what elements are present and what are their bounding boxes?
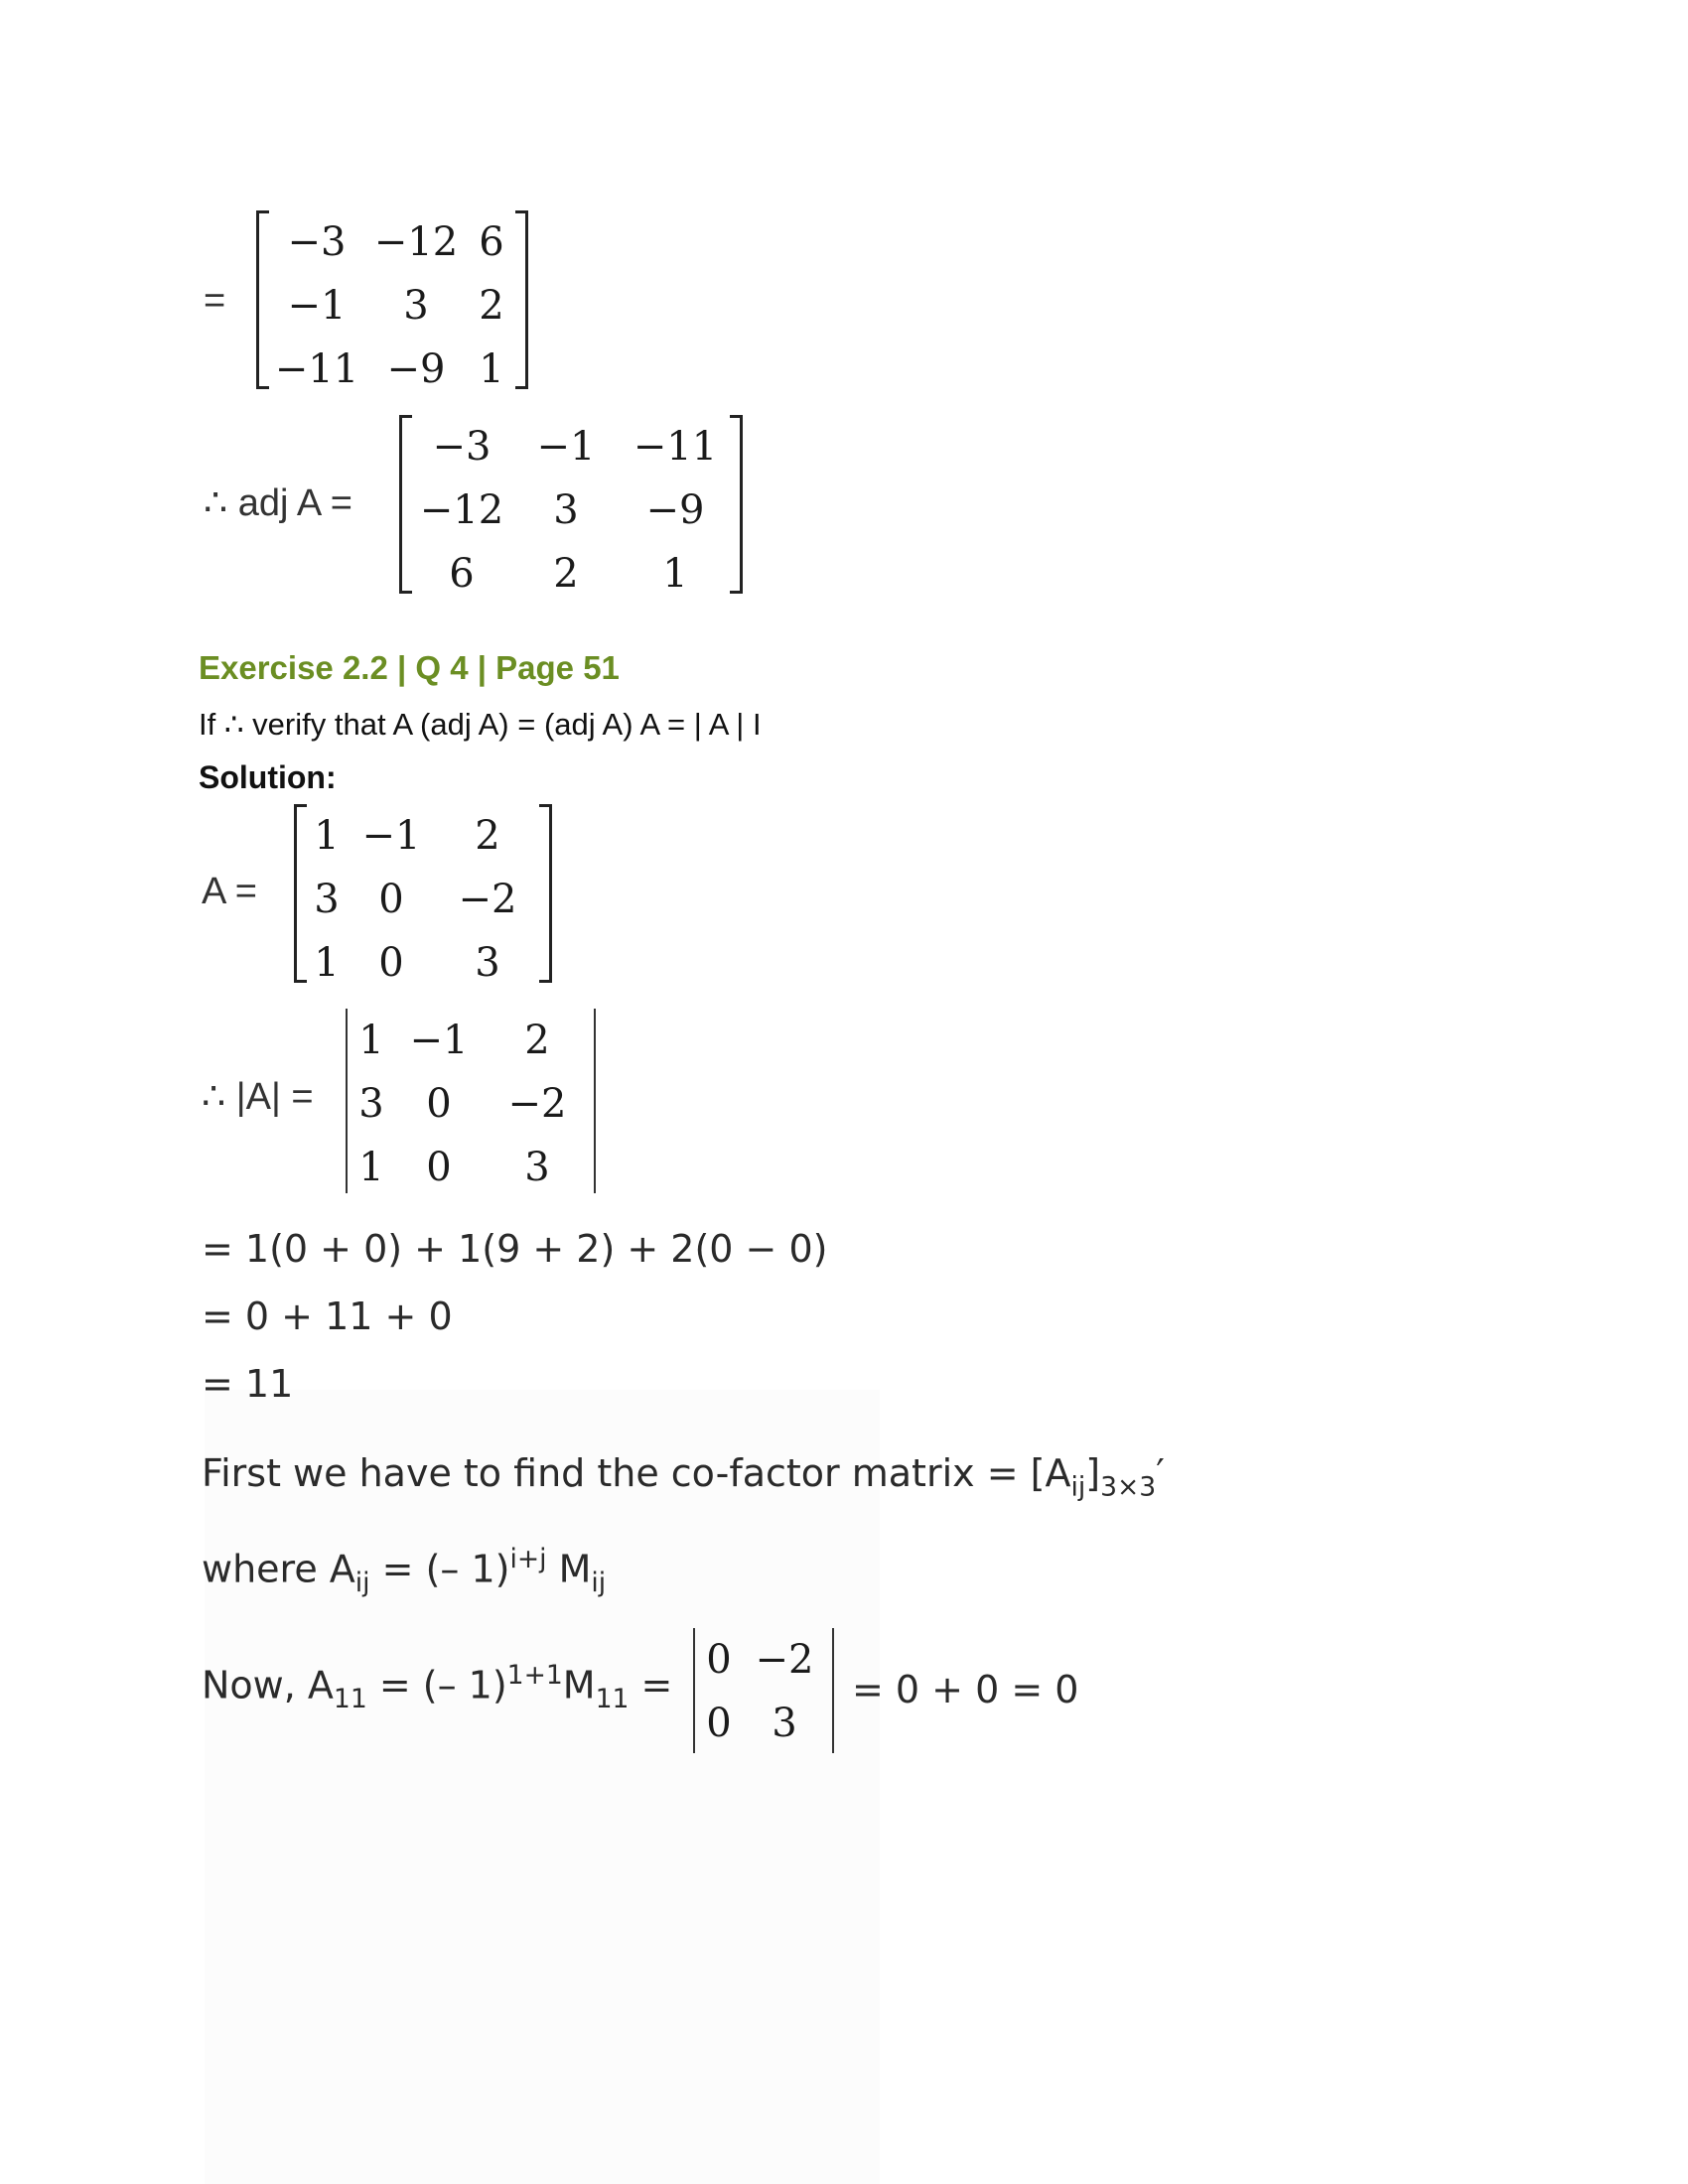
calc-step-3: = 11 [202, 1362, 294, 1406]
matrix-cell: 1 [314, 813, 340, 859]
matrix-cell: −12 [419, 487, 504, 533]
cofactor-result: = 0 + 0 = 0 [852, 1668, 1079, 1711]
matrix-cell: 0 [426, 1145, 452, 1190]
matrix-a [294, 804, 552, 986]
matrix-cell: 0 [378, 877, 404, 922]
subscript-ij: ij [354, 1567, 370, 1598]
right-bracket [539, 804, 552, 983]
subscript-11: 11 [333, 1683, 367, 1714]
matrix-cell: 6 [479, 219, 504, 265]
matrix-cell: 1 [479, 346, 504, 392]
close-bracket: ] [1085, 1451, 1101, 1495]
matrix-cell: −1 [409, 1018, 469, 1063]
minor-m: M [562, 1663, 596, 1707]
matrix-cell: 3 [403, 283, 429, 329]
right-bar [594, 1009, 596, 1193]
matrix-cell: 1 [314, 940, 340, 986]
matrix-cell: 3 [358, 1081, 384, 1127]
left-bracket [399, 415, 412, 594]
right-bracket [730, 415, 743, 594]
matrix-cell: 3 [772, 1701, 797, 1746]
subscript-ij: ij [591, 1567, 607, 1598]
superscript-ij: i+j [509, 1544, 547, 1574]
matrix-cell: −2 [755, 1637, 814, 1683]
background-shade [205, 1390, 880, 2184]
matrix-cell: 1 [662, 551, 688, 597]
matrix-cell: 3 [314, 877, 340, 922]
left-bracket [256, 210, 269, 389]
matrix-cell: −1 [361, 813, 421, 859]
matrix-adj-a [399, 415, 743, 597]
question-text: If ∴ verify that A (adj A) = (adj A) A = | A | I [199, 707, 762, 742]
calc-step-1: = 1(0 + 0) + 1(9 + 2) + 2(0 − 0) [202, 1227, 828, 1271]
matrix-cell: 2 [524, 1018, 550, 1063]
matrix-cell: 1 [358, 1018, 384, 1063]
matrix-a-prefix: A = [202, 871, 257, 912]
adj-a-prefix: ∴ adj A = [204, 482, 352, 524]
subscript-ij: ij [1070, 1471, 1086, 1503]
superscript-1-1: 1+1 [506, 1660, 563, 1691]
matrix-cofactor-prefix: = [204, 280, 226, 322]
calc-step-2: = 0 + 11 + 0 [202, 1295, 453, 1338]
matrix-cell: −9 [386, 346, 446, 392]
matrix-cell: 0 [426, 1081, 452, 1127]
right-bar [832, 1628, 834, 1753]
matrix-cell: 3 [524, 1145, 550, 1190]
cofactor-a11 [202, 1660, 672, 1714]
where-text: where A [202, 1547, 355, 1591]
matrix-cell: −12 [373, 219, 459, 265]
subscript-size: 3×3 [1100, 1471, 1157, 1503]
matrix-cell: −2 [507, 1081, 567, 1127]
matrix-cofactor [256, 210, 528, 392]
cofactor-text: First we have to find the co-factor matrix = [A [202, 1451, 1071, 1495]
matrix-cell: 2 [479, 283, 504, 329]
now-text: Now, A [202, 1663, 334, 1707]
solution-label: Solution: [199, 759, 337, 795]
matrix-cell: 6 [449, 551, 475, 597]
matrix-cell: −3 [287, 219, 347, 265]
minor-m: M [546, 1547, 592, 1591]
matrix-cell: −2 [458, 877, 517, 922]
matrix-cell: −3 [432, 424, 492, 470]
subscript-11: 11 [595, 1683, 630, 1714]
cofactor-matrix-text [202, 1451, 1165, 1502]
matrix-cell: 0 [706, 1637, 732, 1683]
matrix-cell: −11 [633, 424, 718, 470]
cofactor-definition [202, 1544, 606, 1598]
matrix-cell: −1 [287, 283, 347, 329]
matrix-cell: 0 [378, 940, 404, 986]
matrix-cell: −11 [274, 346, 359, 392]
det-a-prefix: ∴ |A| = [202, 1076, 314, 1118]
matrix-cell: −9 [645, 487, 705, 533]
left-bracket [294, 804, 307, 983]
minor-determinant [693, 1628, 834, 1753]
equals-text: = (– 1) [369, 1547, 510, 1591]
exercise-heading: Exercise 2.2 | Q 4 | Page 51 [199, 649, 620, 686]
matrix-cell: −1 [536, 424, 596, 470]
matrix-cell: 2 [553, 551, 579, 597]
matrix-cell: 2 [475, 813, 500, 859]
matrix-cell: 3 [553, 487, 579, 533]
prime-mark: ′ [1156, 1451, 1165, 1495]
matrix-cell: 1 [358, 1145, 384, 1190]
equals-text: = (– 1) [366, 1663, 507, 1707]
equals-sign: = [629, 1663, 673, 1707]
matrix-cell: 3 [475, 940, 500, 986]
matrix-cell: 0 [706, 1701, 732, 1746]
determinant-a [346, 1009, 596, 1193]
right-bracket [515, 210, 528, 389]
